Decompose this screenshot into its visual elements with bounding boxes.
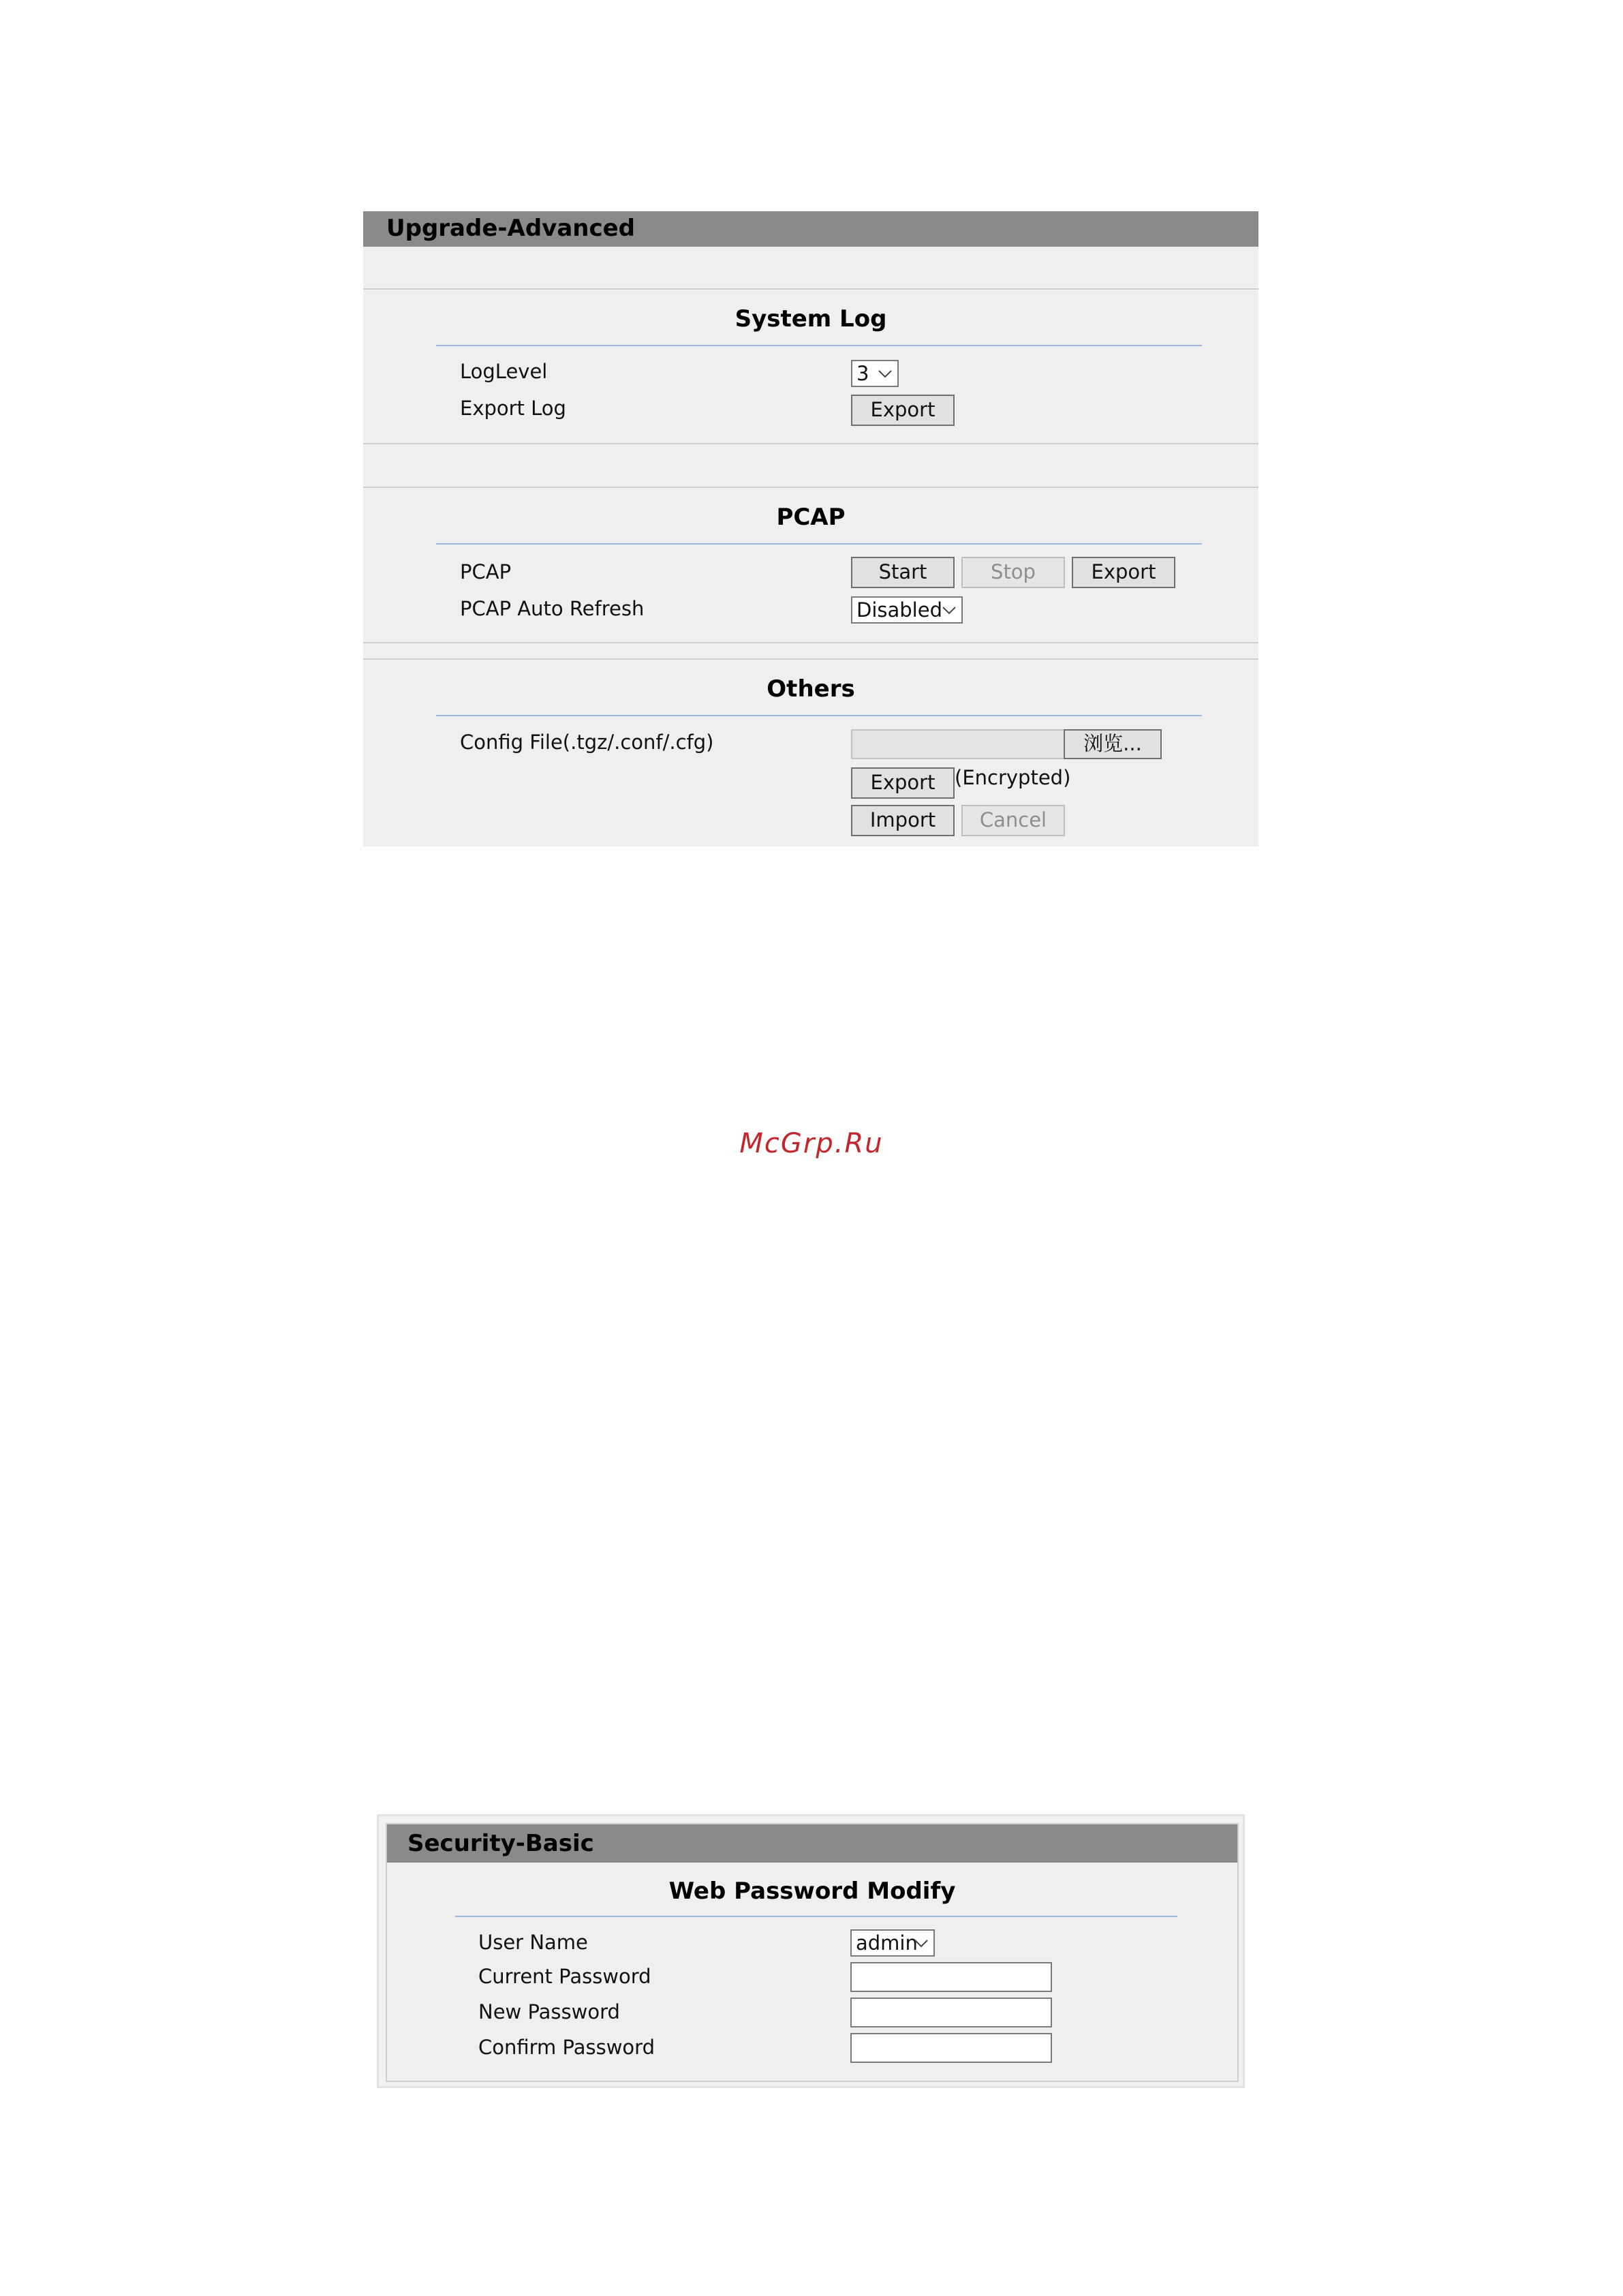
config-export-button[interactable]: Export	[851, 767, 955, 799]
export-log-label: Export Log	[460, 397, 566, 420]
system-log-title: System Log	[735, 305, 887, 333]
section-divider	[363, 642, 1258, 643]
user-name-value: admin	[856, 1931, 918, 1955]
others-title: Others	[767, 675, 855, 703]
loglevel-value: 3	[856, 362, 869, 385]
browse-button[interactable]: 浏览...	[1064, 729, 1162, 759]
section-divider	[363, 443, 1258, 444]
user-name-select[interactable]	[850, 1929, 935, 1957]
config-import-button[interactable]: Import	[851, 805, 955, 836]
current-password-label: Current Password	[478, 1965, 651, 1988]
pcap-start-button[interactable]: Start	[851, 557, 955, 588]
pcap-title: PCAP	[776, 504, 846, 531]
new-password-label: New Password	[478, 2000, 620, 2023]
watermark: McGrp.Ru	[739, 1128, 884, 1159]
panel-title: Security-Basic	[387, 1824, 1237, 1863]
section-divider	[363, 288, 1258, 290]
config-file-label: Config File(.tgz/.conf/.cfg)	[460, 731, 714, 754]
chevron-down-icon	[941, 602, 957, 618]
section-rule	[436, 715, 1202, 716]
section-divider	[363, 658, 1258, 660]
security-inner-frame	[386, 1823, 1239, 2082]
panel-title: Upgrade-Advanced	[363, 211, 1258, 247]
config-cancel-button[interactable]: Cancel	[961, 805, 1065, 836]
pcap-stop-button[interactable]: Stop	[961, 557, 1065, 588]
pcap-export-button[interactable]: Export	[1072, 557, 1175, 588]
pcap-label: PCAP	[460, 560, 512, 583]
export-log-button[interactable]: Export	[851, 395, 955, 426]
new-password-input[interactable]	[850, 1997, 1052, 2027]
confirm-password-input[interactable]	[850, 2033, 1052, 2063]
security-basic-panel	[377, 1814, 1245, 2088]
chevron-down-icon	[913, 1935, 929, 1951]
section-rule	[436, 345, 1202, 346]
section-rule	[455, 1916, 1177, 1917]
user-name-label: User Name	[478, 1931, 588, 1954]
pcap-auto-refresh-label: PCAP Auto Refresh	[460, 597, 645, 620]
encrypted-note: (Encrypted)	[955, 766, 1071, 789]
section-divider	[363, 487, 1258, 488]
upgrade-advanced-panel	[363, 211, 1258, 846]
pcap-auto-refresh-value: Disabled	[856, 598, 942, 622]
chevron-down-icon	[877, 365, 893, 382]
loglevel-label: LogLevel	[460, 360, 548, 383]
section-rule	[436, 543, 1202, 545]
pcap-auto-refresh-select[interactable]	[851, 596, 963, 624]
current-password-input[interactable]	[850, 1962, 1052, 1992]
confirm-password-label: Confirm Password	[478, 2036, 655, 2059]
web-password-modify-title: Web Password Modify	[668, 1878, 956, 1905]
config-file-input[interactable]	[851, 729, 1065, 759]
loglevel-select[interactable]	[851, 360, 899, 387]
